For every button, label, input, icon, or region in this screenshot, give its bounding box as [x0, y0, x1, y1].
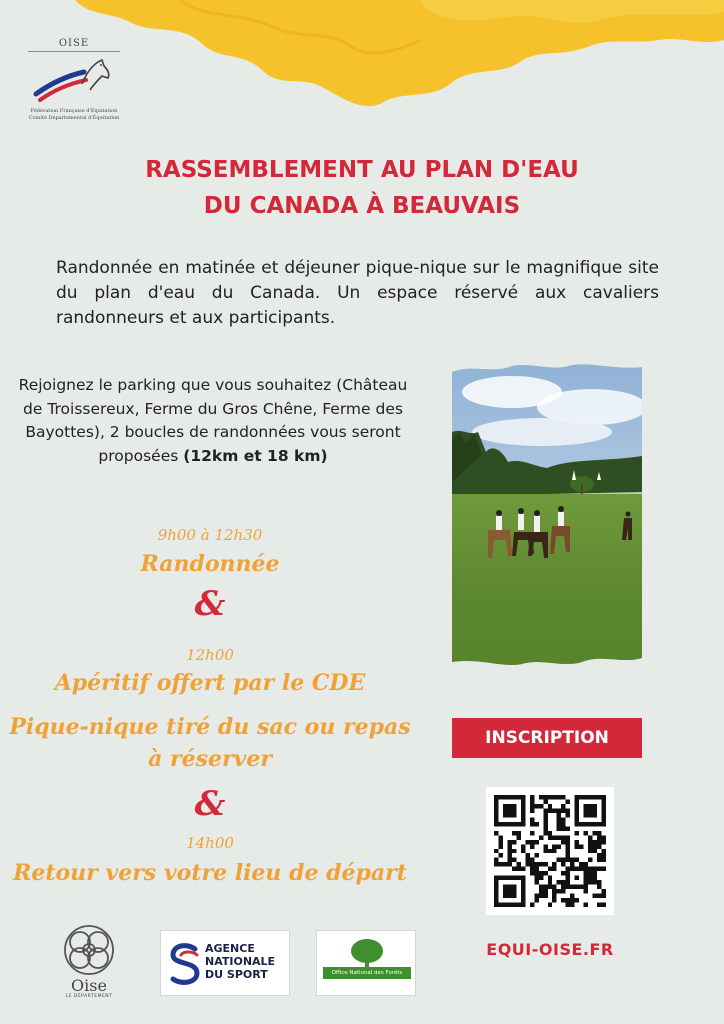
- access-paragraph: [18, 374, 408, 468]
- access-text: Rejoignez le parking que vous souhaitez (Château de Troissereux, Ferme du Gros Chêne, Ferme des Bayottes), 2 boucles de randonnées vous seront proposées: [18, 376, 408, 465]
- ffe-line-2: Comité Départemental d'Équitation: [28, 115, 120, 121]
- ans-line-1: AGENCE: [205, 942, 255, 955]
- oise-rosette-icon: [56, 922, 122, 978]
- access-distances: (12km et 18 km): [183, 446, 328, 465]
- inscription-button[interactable]: INSCRIPTION: [452, 718, 642, 758]
- page-title: [62, 152, 662, 224]
- onf-name: Office National des Forêts: [323, 967, 411, 979]
- slot2-extra-line-2: à réserver: [148, 746, 272, 772]
- ampersand-1: &: [194, 584, 226, 624]
- ans-s-icon: [167, 941, 203, 987]
- qr-code[interactable]: [486, 787, 614, 915]
- ffe-horse-logo-icon: [32, 54, 116, 106]
- title-line-2: DU CANADA À BEAUVAIS: [203, 193, 521, 219]
- ffe-department-name: OISE: [58, 38, 90, 49]
- slot2-label: Apéritif offert par le CDE: [54, 670, 366, 696]
- oise-subtitle: LE DÉPARTEMENT: [65, 994, 113, 999]
- onf-logo: [316, 930, 416, 996]
- slot3-time: 14h00: [186, 834, 234, 852]
- slot3-label: Retour vers votre lieu de départ: [13, 860, 407, 886]
- slot1-label: Randonnée: [140, 551, 280, 577]
- logo-divider: [28, 51, 120, 52]
- website-link[interactable]: EQUI-OISE.FR: [486, 940, 614, 959]
- oise-name: Oise: [71, 976, 107, 995]
- ans-name: [205, 942, 275, 981]
- ffe-oise-logo: [24, 38, 124, 128]
- ans-logo: [160, 930, 290, 996]
- slot2-time: 12h00: [186, 646, 234, 664]
- riders-photo: [452, 362, 642, 668]
- ans-line-2: NATIONALE: [205, 955, 276, 968]
- ans-line-3: DU SPORT: [205, 968, 268, 981]
- intro-paragraph: Randonnée en matinée et déjeuner pique-nique sur le magnifique site du plan d'eau du Canada. Un espace réservé aux cavaliers randonneurs et aux participants.: [56, 258, 659, 328]
- title-line-1: RASSEMBLEMENT AU PLAN D'EAU: [145, 157, 579, 183]
- ampersand-2: &: [194, 784, 226, 824]
- oise-department-logo: [56, 922, 122, 1002]
- onf-tree-icon: [347, 937, 387, 967]
- ffe-line-1: Fédération Française d'Équitation: [30, 108, 118, 114]
- slot2-extra-line-1: Pique-nique tiré du sac ou repas: [9, 714, 411, 740]
- slot1-time: 9h00 à 12h30: [157, 526, 263, 544]
- qr-code-icon: [494, 795, 606, 907]
